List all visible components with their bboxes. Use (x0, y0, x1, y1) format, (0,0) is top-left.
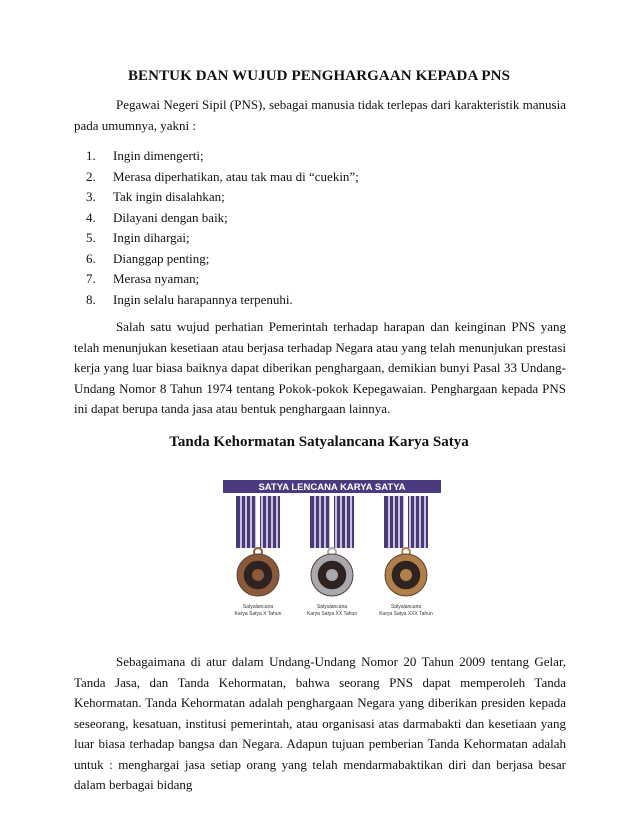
list-item: 3. Tak ingin disalahkan; (86, 189, 225, 204)
medal-caption: Karya Satya XX Tahun (306, 611, 358, 617)
ribbon-stripe (409, 496, 411, 548)
ribbon-stripe (350, 496, 352, 548)
medal-emblem (400, 569, 412, 581)
needs-list (86, 146, 359, 310)
medal-caption: Satyalancana (316, 604, 348, 610)
medal-caption: Satyalancana (390, 604, 422, 610)
medals-figure (219, 478, 445, 625)
list-item: 4. Dilayani dengan baik; (86, 209, 228, 225)
intro-paragraph (74, 95, 566, 136)
ribbon-stripe (419, 496, 421, 548)
ribbon-stripe (250, 496, 252, 548)
ribbon-center-stripe (330, 496, 334, 548)
section-subtitle: Tanda Kehormatan Satyalancana Karya Satya (169, 434, 469, 450)
law-paragraph (74, 652, 566, 796)
list-item: 1. Ingin dimengerti; (86, 148, 204, 163)
law-text: Sebagaimana di atur dalam Undang-Undang Nomor 20 Tahun 2009 tentang Gelar, Tanda Jasa, dan Tanda Kehormatan, bahwa seorang PNS dapat memperoleh Tanda Kehormatan. Tanda Kehormatan adalah penghargaan Negara yang diberikan presiden kepada seseorang, kesatuan, institusi pemerintah, atau organisasi atas darmabakti dan kesetiaan yang luar biasa terhadap bangsa dan Negara. Adapun tujuan pemberian Tanda Kehormatan adalah untuk : menghargai jasa setiap orang yang telah mendarmabaktikan diri dan berjasa besar dalam berbagai bidang (74, 654, 566, 792)
intro-text: Pegawai Negeri Sipil (PNS), sebagai manusia tidak terlepas dari karakteristik manusia pada umumnya, yakni : (74, 97, 566, 133)
ribbon-stripe (271, 496, 273, 548)
medal-caption: Karya Satya XXX Tahun (379, 611, 433, 617)
ribbon-stripe (261, 496, 263, 548)
award-paragraph (74, 317, 566, 420)
ribbon-stripe (314, 496, 316, 548)
ribbon-stripe (393, 496, 395, 548)
medal-caption: Satyalancana (242, 604, 274, 610)
list-item: 7. Merasa nyaman; (86, 271, 200, 286)
medal-emblem (326, 569, 338, 581)
ribbon-stripe (245, 496, 247, 548)
ribbon-stripe (388, 496, 390, 548)
ribbon-stripe (276, 496, 278, 548)
medal-caption: Karya Satya X Tahun (234, 611, 282, 617)
ribbon-stripe (240, 496, 242, 548)
banner-label: SATYA LENCANA KARYA SATYA (258, 482, 406, 493)
ribbon-center-stripe (404, 496, 408, 548)
document-title: BENTUK DAN WUJUD PENGHARGAAN KEPADA PNS (127, 68, 511, 84)
ribbon-stripe (319, 496, 321, 548)
list-item: 2. Merasa diperhatikan, atau tak mau di “cuekin”; (86, 168, 359, 184)
list-item: 8. Ingin selalu harapannya terpenuhi. (86, 291, 293, 307)
ribbon-stripe (266, 496, 268, 548)
award-text: Salah satu wujud perhatian Pemerintah terhadap harapan dan keinginan PNS yang telah menunjukan kesetiaan atau berjasa terhadap Negara atau yang telah menunjukan prestasi kerja yang luar biasa baiknya dapat diberikan penghargaan, demikian bunyi Pasal 33 Undang-Undang Nomor 8 Tahun 1974 tentang Pokok-pokok Kepegawaian. Penghargaan kepada PNS ini dapat berupa tanda jasa atau bentuk penghargaan lainnya. (74, 319, 566, 416)
list-item: 5. Ingin dihargai; (86, 230, 190, 245)
ribbon-stripe (424, 496, 426, 548)
ribbon-stripe (335, 496, 337, 548)
medal-emblem (252, 569, 264, 581)
ribbon-stripe (414, 496, 416, 548)
list-item: 6. Dianggap penting; (86, 250, 210, 266)
ribbon-stripe (345, 496, 347, 548)
ribbon-center-stripe (256, 496, 260, 548)
ribbon-stripe (398, 496, 400, 548)
ribbon-stripe (340, 496, 342, 548)
ribbon-stripe (324, 496, 326, 548)
